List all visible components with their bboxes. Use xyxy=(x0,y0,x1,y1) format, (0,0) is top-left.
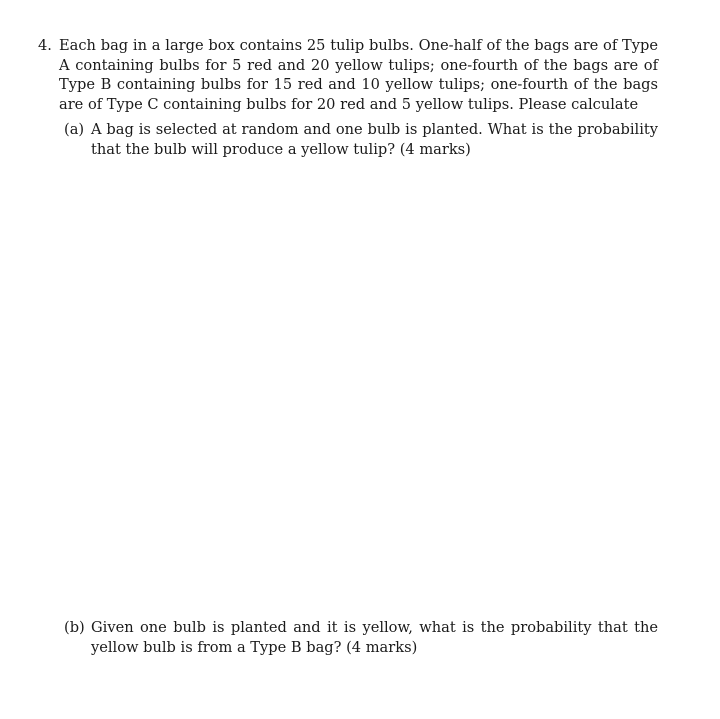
question-number: 4. xyxy=(38,37,52,54)
question-4 xyxy=(38,36,658,114)
part-a-text: A bag is selected at random and one bulb is planted. What is the probability that the bulb will produce a yellow tulip? (4 marks) xyxy=(91,121,658,158)
part-b-text: Given one bulb is planted and it is yellow, what is the probability that the yellow bulb is from a Type B bag? (4 marks) xyxy=(91,619,658,656)
part-a xyxy=(64,120,658,159)
question-stem xyxy=(38,36,658,114)
part-a-label: (a) xyxy=(64,121,85,138)
part-b xyxy=(64,618,658,657)
part-b-label: (b) xyxy=(64,619,85,636)
question-text: Each bag in a large box contains 25 tulip bulbs. One-half of the bags are of Type A containing bulbs for 5 red and 20 yellow tulips; one-fourth of the bags are of Type B containing bulbs for 15 red and 10 yellow tulips; one-fourth of the bags are of Type C containing bulbs for 20 red and 5 yellow tulips. Please calculate xyxy=(59,37,658,113)
